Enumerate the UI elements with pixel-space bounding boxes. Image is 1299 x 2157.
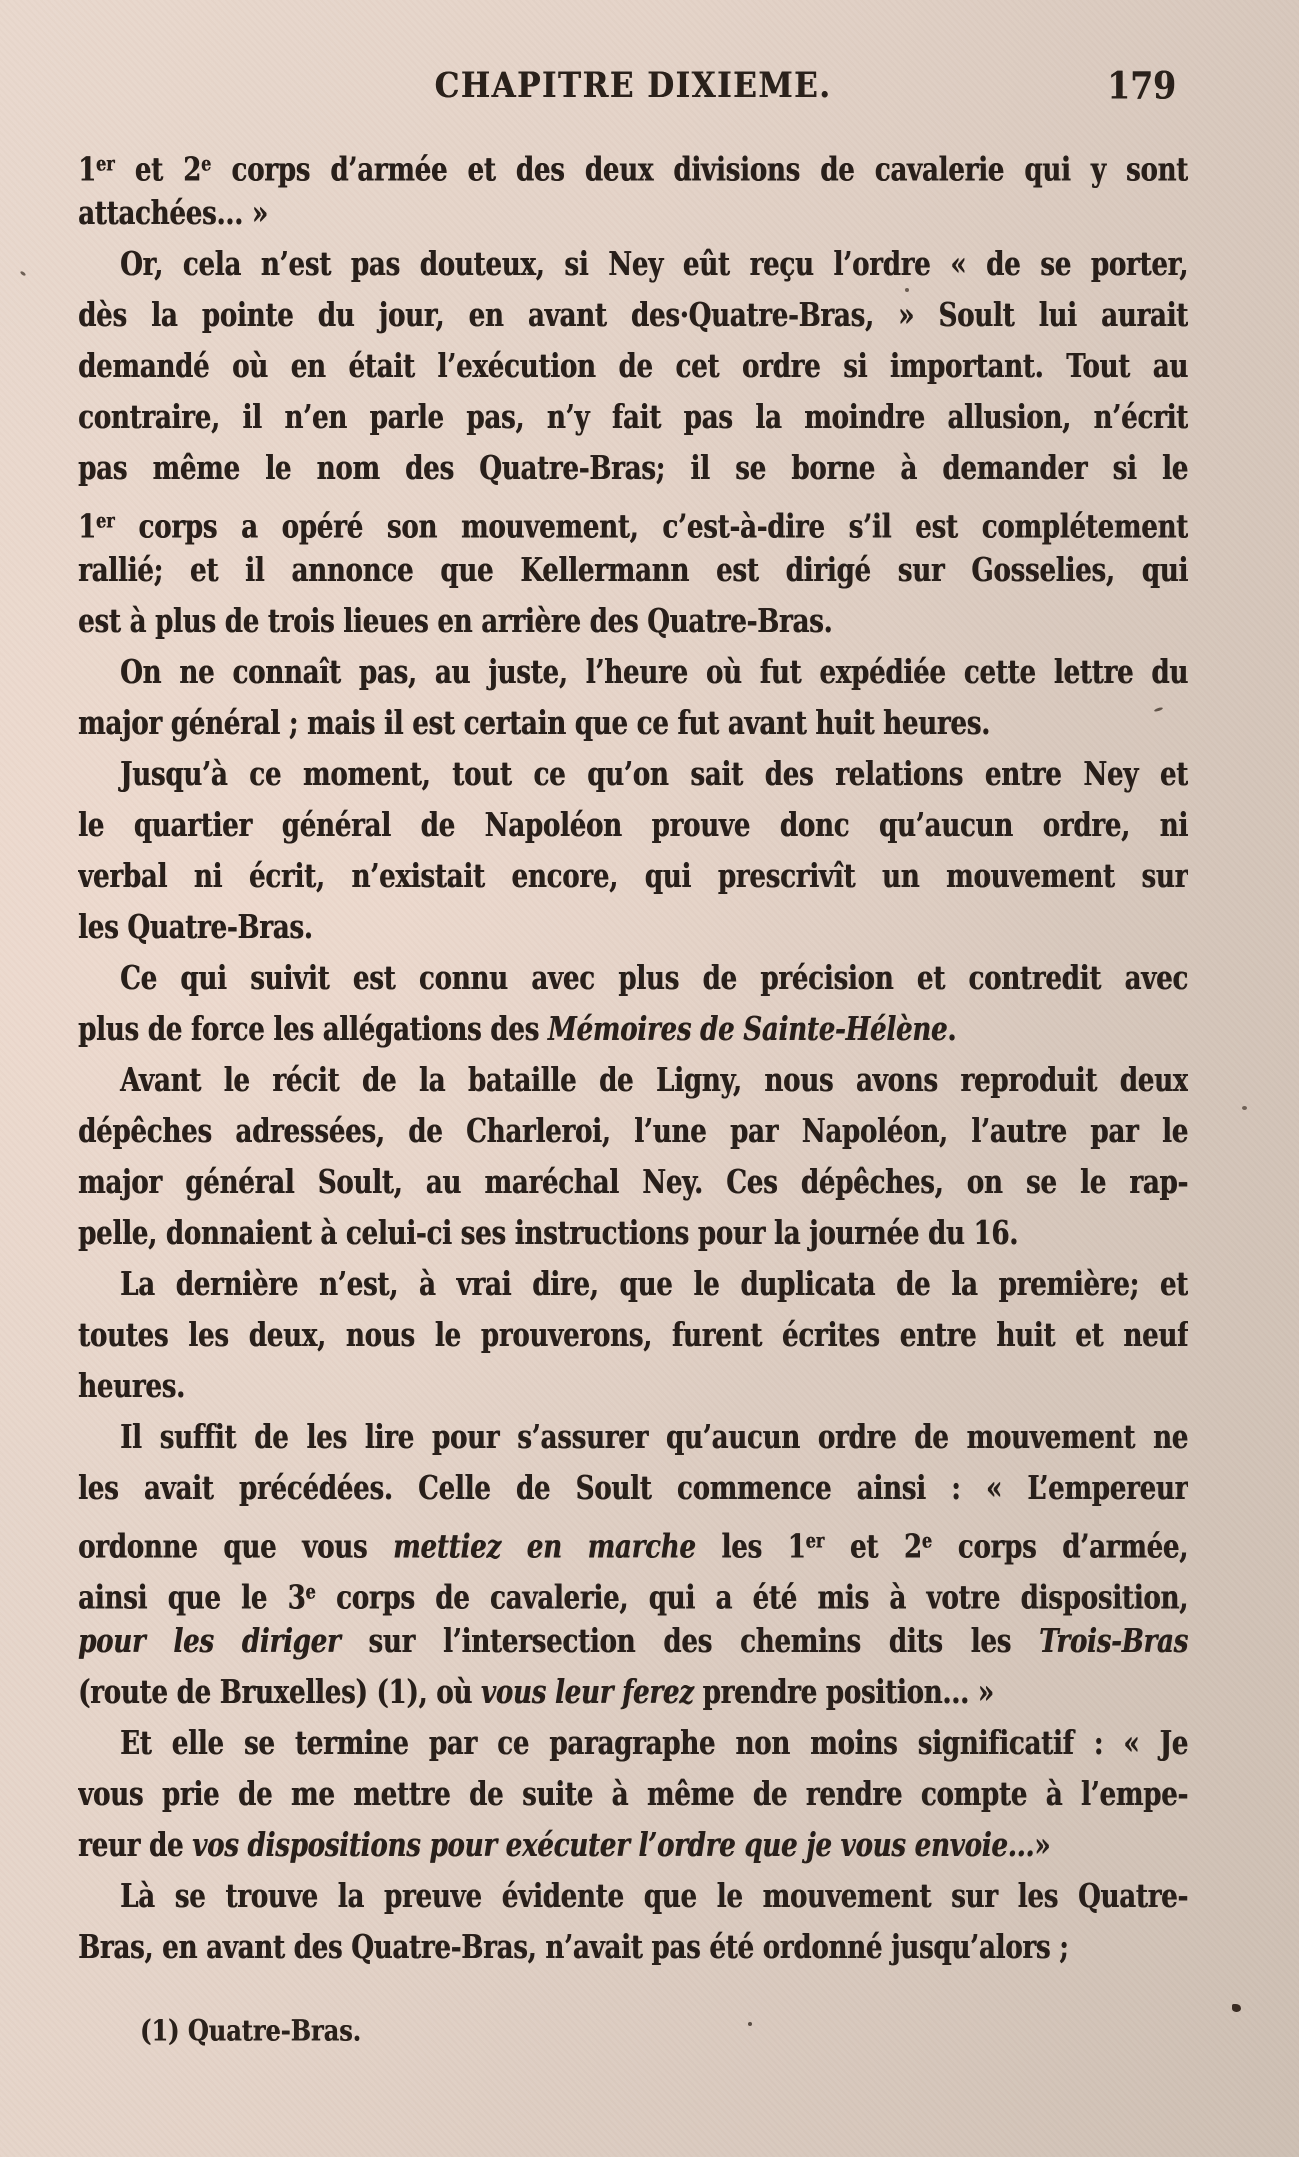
text-line: les Quatre-Bras. (78, 908, 313, 947)
text-line: Il suffit de les lire pour s’assurer qu’aucun ordre de mouvement ne (120, 1418, 1188, 1457)
text-line: Avant le récit de la bataille de Ligny, nous avons reproduit deux (120, 1061, 1188, 1100)
ink-speck (1242, 1106, 1247, 1110)
text-line: dépêches adressées, de Charleroi, l’une par Napoléon, l’autre par le (78, 1112, 1188, 1151)
text-line: les avait précédées. Celle de Soult commence ainsi : « L’empereur (78, 1469, 1188, 1508)
text-line: Or, cela n’est pas douteux, si Ney eût reçu l’ordre « de se porter, (120, 245, 1188, 284)
text-line: attachées... » (78, 194, 268, 233)
text-line: 1er corps a opéré son mouvement, c’est-à-dire s’il est complétement (78, 508, 1188, 547)
text-line: pour les diriger sur l’intersection des chemins dits les Trois-Bras (78, 1622, 1188, 1661)
ink-speck (748, 2022, 752, 2026)
text-line: contraire, il n’en parle pas, n’y fait pas la moindre allusion, n’écrit (78, 398, 1188, 437)
text-line: ordonne que vous mettiez en marche les 1er et 2e corps d’armée, (78, 1528, 1188, 1567)
text-line: heures. (78, 1367, 185, 1406)
page-number: 179 (1107, 63, 1176, 108)
text-line: major général ; mais il est certain que ce fut avant huit heures. (78, 704, 990, 743)
text-line: Ce qui suivit est connu avec plus de précision et contredit avec (120, 959, 1188, 998)
footnote: (1) Quatre-Bras. (140, 2013, 361, 2048)
text-line: Bras, en avant des Quatre-Bras, n’avait pas été ordonné jusqu’alors ; (78, 1928, 1069, 1967)
text-line: major général Soult, au maréchal Ney. Ces dépêches, on se le rap- (78, 1163, 1188, 1202)
text-line: pas même le nom des Quatre-Bras; il se borne à demander si le (78, 449, 1188, 488)
text-line: Jusqu’à ce moment, tout ce qu’on sait des relations entre Ney et (120, 755, 1188, 794)
ink-speck (905, 288, 909, 292)
text-line: le quartier général de Napoléon prouve donc qu’aucun ordre, ni (78, 806, 1188, 845)
text-line: On ne connaît pas, au juste, l’heure où fut expédiée cette lettre du (120, 653, 1188, 692)
text-line: vous prie de me mettre de suite à même de rendre compte à l’empe- (78, 1775, 1188, 1814)
chapter-title: CHAPITRE DIXIEME. (434, 65, 832, 107)
running-header (78, 63, 1188, 108)
text-line: Là se trouve la preuve évidente que le mouvement sur les Quatre- (120, 1877, 1188, 1916)
text-line: Et elle se termine par ce paragraphe non moins significatif : « Je (120, 1724, 1188, 1763)
text-line: plus de force les allégations des Mémoires de Sainte-Hélène. (78, 1010, 957, 1049)
text-line: rallié; et il annonce que Kellermann est dirigé sur Gosselies, qui (78, 551, 1188, 590)
text-line: ainsi que le 3e corps de cavalerie, qui a été mis à votre disposition, (78, 1579, 1188, 1618)
text-line: reur de vos dispositions pour exécuter l’ordre que je vous envoie...» (78, 1826, 1051, 1865)
text-line: verbal ni écrit, n’existait encore, qui prescrivît un mouvement sur (78, 857, 1188, 896)
text-line: La dernière n’est, à vrai dire, que le duplicata de la première; et (120, 1265, 1188, 1304)
ink-speck (20, 271, 27, 277)
text-line: (route de Bruxelles) (1), où vous leur ferez prendre position... » (78, 1673, 994, 1712)
text-line: dès la pointe du jour, en avant des·Quatre-Bras, » Soult lui aurait (78, 296, 1188, 335)
text-line: 1er et 2e corps d’armée et des deux divisions de cavalerie qui y sont (78, 151, 1188, 190)
text-line: pelle, donnaient à celui-ci ses instructions pour la journée du 16. (78, 1214, 1019, 1253)
ink-speck (1232, 2004, 1241, 2012)
text-line: est à plus de trois lieues en arrière des Quatre-Bras. (78, 602, 833, 641)
text-line: toutes les deux, nous le prouverons, furent écrites entre huit et neuf (78, 1316, 1188, 1355)
text-line: demandé où en était l’exécution de cet ordre si important. Tout au (78, 347, 1188, 386)
text-block (78, 138, 1188, 1974)
